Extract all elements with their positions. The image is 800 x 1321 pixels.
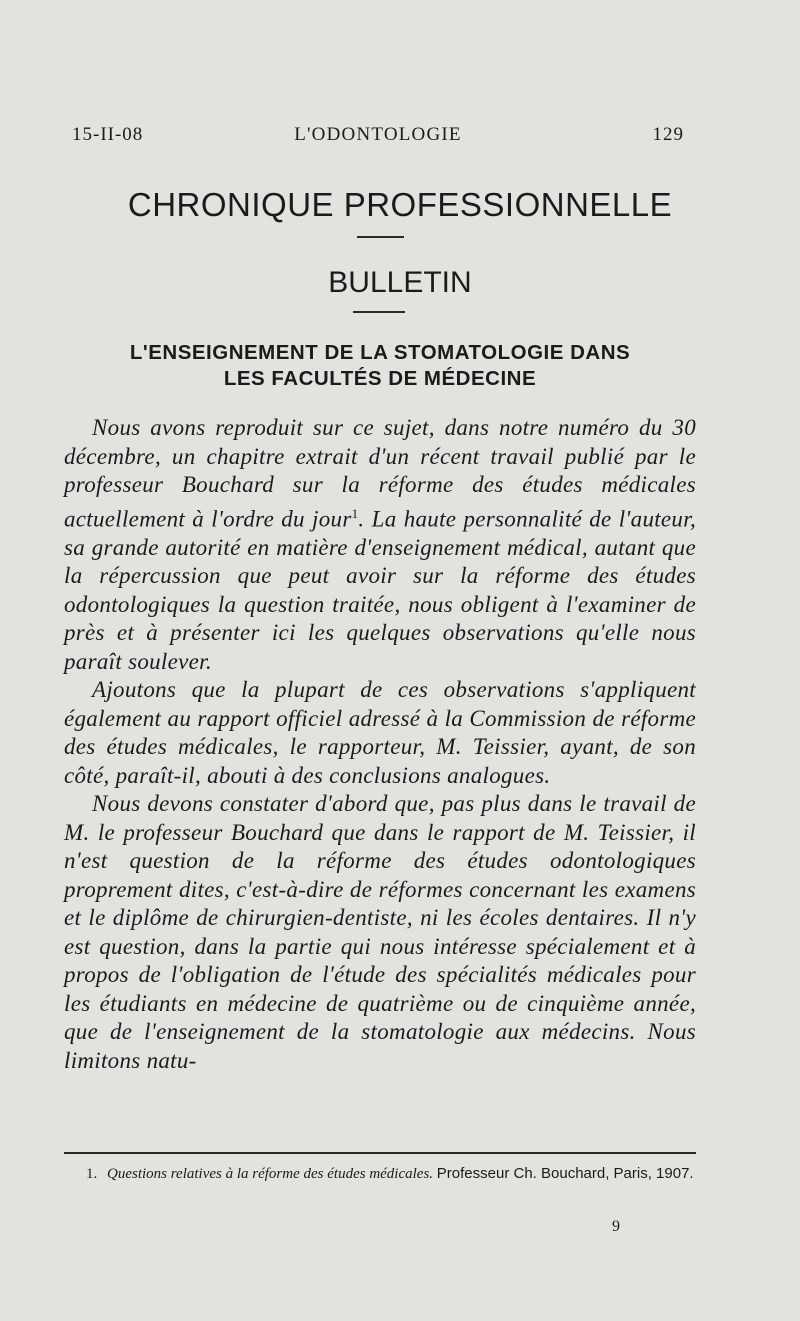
running-header — [72, 124, 684, 148]
subtitle-divider — [353, 311, 405, 313]
paragraph-2: Ajoutons que la plupart de ces observations s'appliquent également au rapport officiel adressé à la Commission de réforme des études médicales, le rapporteur, M. Teissier, ayant, de son côté, paraît-il, abouti à des conclusions analogues. — [64, 677, 696, 788]
footnote — [64, 1164, 696, 1184]
article-title-line-1: L'ENSEIGNEMENT DE LA STOMATOLOGIE DANS — [129, 341, 631, 364]
footnote-divider — [64, 1152, 696, 1154]
subsection-title: BULLETIN — [328, 266, 472, 299]
journal-name: L'ODONTOLOGIE — [294, 124, 462, 145]
paragraph-3: Nous devons constater d'abord que, pas plus dans le travail de M. le professeur Bouchard que dans le rapport de M. Teissier, il n'est question de la réforme des études odontologiques proprement dites, c'est-à-dire de réformes concernant les examens et le diplôme de chirurgien-dentiste, ni les écoles dentaires. Il n'y est question, dans la partie qui nous intéresse spécialement et à propos de l'obligation de l'étude des spécialités médicales pour les étudiants en médecine de quatrième ou de cinquième année, que de l'enseignement de la stomatologie aux médecins. Nous limitons natu- — [64, 791, 696, 1073]
signature-mark: 9 — [612, 1218, 620, 1235]
footnote-marker: 1 — [351, 505, 359, 521]
paragraph-1 — [64, 414, 696, 676]
title-divider — [357, 236, 404, 238]
paragraph-1-text: Nous avons reproduit sur ce sujet, dans notre numéro du 30 décembre, un chapitre extrait d'un récent travail publié par le professeur Bouchard sur la réforme des études médicales actuellement à l'ordre du jour — [64, 415, 696, 532]
article-title-line-2: LES FACULTÉS DE MÉDECINE — [223, 367, 537, 390]
paragraph-1-continued: . La haute personnalité de l'auteur, sa grande autorité en matière d'enseignement médical, autant que la répercussion que peut avoir sur la réforme des études odontologiques la question traitée, nous obligent à l'examiner de près et à présenter ici les quelques observations qu'elle nous paraît soulever. — [64, 506, 696, 674]
article-title — [62, 340, 698, 392]
article-body — [64, 414, 696, 1075]
section-title: CHRONIQUE PROFESSIONNELLE — [127, 186, 673, 223]
issue-date: 15-II-08 — [72, 124, 144, 145]
footnote-title: Questions relatives à la réforme des études médicales. — [107, 1166, 434, 1182]
footnote-number: 1. — [86, 1166, 98, 1182]
footnote-reference: Professeur Ch. Bouchard, Paris, 1907. — [436, 1165, 694, 1182]
page-number: 129 — [652, 124, 684, 145]
